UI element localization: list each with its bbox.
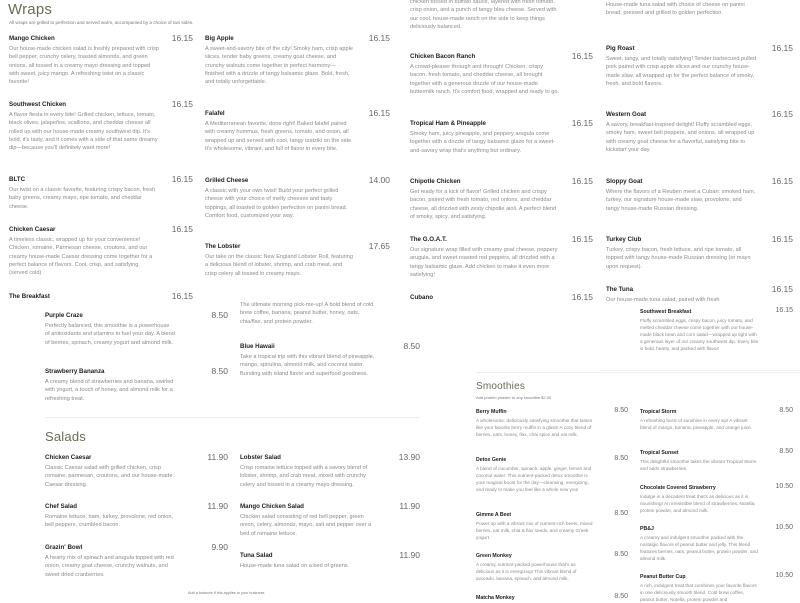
menu-item-description: Turkey, crispy bacon, fresh lettuce, and ripe tomato, all topped with tangy house-made Russian dressing (or mayo upon request). bbox=[606, 247, 751, 270]
menu-item-description: Take a tropical trip with this vibrant blend of pineapple, mango, spirulina, almond milk, and coconut water. Bursting with island flavor and superfood goodness. bbox=[240, 354, 375, 377]
menu-item-price: 16.15 bbox=[771, 234, 793, 244]
menu-item bbox=[45, 312, 175, 347]
menu-item-description: A timeless classic, wrapped up for your convenience! Chicken, romaine, Parmesan cheese, croutons, and our creamy house-made Caesar dressing come together for a perfect balance of flavors. Cool, crisp, and satisfying. (served cold) bbox=[9, 237, 153, 277]
menu-item bbox=[9, 35, 159, 86]
menu-item-name: PB&J bbox=[640, 526, 654, 532]
menu-item-price: 10.50 bbox=[775, 524, 793, 531]
menu-item-description: Indulge in a decadent treat that's as delicious as it is nourishing! An irresistible blend of strawberries, Nutella, protein powder, and almond milk. bbox=[640, 494, 756, 513]
menu-item-name: Chocolate Covered Strawberry bbox=[640, 485, 716, 491]
menu-item-description: A sweet-and-savory bite of the city! Smoky ham, crisp apple slices, tender baby greens, creamy goat cheese, and crunchy walnuts come together in perfect harmony—finished with a drizzle of tangy balsamic glaze. Bold, fresh, and totally unforgettable. bbox=[205, 46, 353, 86]
footnote: Add a footnote if this applies to your business bbox=[188, 591, 265, 595]
menu-item-price: 16.15 bbox=[171, 174, 193, 184]
menu-item-name: Peanut Butter Cup bbox=[640, 574, 686, 580]
menu-item-description: Our signature wrap filled with creamy goat cheese, peppery arugula, and sweet roasted red peppers, all drizzled with a tangy balsamic glaze. Add chicken to make it even more satisfying! bbox=[410, 247, 558, 278]
menu-item-price: 14.00 bbox=[368, 175, 390, 185]
menu-item bbox=[410, 236, 560, 279]
menu-item-name: Detox Genie bbox=[476, 457, 507, 463]
menu-item bbox=[476, 553, 594, 582]
menu-item-description: A creamy blend of strawberries and banana, swirled with yogurt, a touch of honey, and almond milk for a refreshing treat. bbox=[45, 379, 174, 402]
menu-item-description: A savory, breakfast-inspired delight! Fluffy scrambled eggs, smoky ham, sweet bell peppers, and onions, all wrapped up with creamy goat cheese for a flavorful, satisfying bite to kickstart your day. bbox=[606, 122, 755, 153]
menu-item-description: A creamy and indulgent smoothie packed with the nostalgic flavors of peanut butter and jelly. This blend features berries, oats, peanut butter, protein powder, and almond milk. bbox=[640, 535, 758, 561]
salads-title: Salads bbox=[45, 429, 86, 444]
menu-item-name: Chef Salad bbox=[45, 503, 77, 510]
menu-item-price: 16.15 bbox=[771, 176, 793, 186]
menu-item-description: A creamy, nutrient-packed powerhouse that's as delicious as it is energizing! This vibrant blend of avocado, banana, spinach, and almond milk. bbox=[476, 562, 577, 581]
menu-item bbox=[45, 544, 180, 579]
menu-item-name: Blue Hawaii bbox=[240, 343, 275, 350]
menu-item-price: 10.50 bbox=[775, 572, 793, 579]
menu-item bbox=[606, 111, 756, 154]
menu-item bbox=[410, 53, 560, 96]
menu-item bbox=[45, 368, 175, 403]
menu-item bbox=[476, 595, 594, 601]
menu-item-name: Grazin' Bowl bbox=[45, 544, 83, 551]
menu-item-name: Tuna Salad bbox=[240, 552, 273, 559]
menu-item-name: Lobster Salad bbox=[240, 454, 281, 461]
menu-item-name: Big Apple bbox=[205, 35, 234, 42]
divider bbox=[45, 417, 420, 418]
menu-item-price: 16.15 bbox=[771, 284, 793, 294]
menu-item-name: Falafel bbox=[205, 110, 225, 117]
menu-item-name: Chicken Caesar bbox=[45, 454, 92, 461]
smoothies-title: Smoothies bbox=[476, 381, 526, 392]
menu-item bbox=[640, 526, 758, 562]
menu-item-description: House-made tuna salad on a bed of greens. bbox=[240, 563, 350, 569]
menu-item bbox=[240, 343, 375, 378]
menu-item-name: Western Goat bbox=[606, 111, 647, 118]
menu-item-name: Mango Chicken bbox=[9, 35, 55, 42]
menu-item-name: Cubano bbox=[410, 294, 434, 301]
menu-item bbox=[240, 552, 380, 570]
menu-item-description: Romaine lettuce, ham, turkey, provolone, red onion, bell peppers, crumbled bacon. bbox=[45, 514, 174, 529]
menu-item-price: 16.15 bbox=[171, 291, 193, 301]
menu-item-name: Pig Roast bbox=[606, 45, 635, 52]
menu-item-price: 16.15 bbox=[571, 234, 593, 244]
menu-item-description: Our twist on a classic favorite, featuring crispy bacon, fresh baby greens, creamy mayo, ripe tomato, and cheddar cheese. bbox=[9, 187, 156, 210]
menu-item-name: Chicken Caesar bbox=[9, 226, 56, 233]
menu-item bbox=[9, 293, 159, 300]
menu-item bbox=[640, 485, 758, 514]
menu-item-description: Perfectly balanced, this smoothie is a powerhouse of antioxidants and vitamins to fuel your day. A blend of berries, spinach, creamy yogurt and almond milk. bbox=[45, 323, 175, 346]
menu-item-price: 8.50 bbox=[211, 366, 228, 376]
menu-item-price: 8.50 bbox=[614, 510, 628, 517]
menu-item-price: 16.15 bbox=[771, 43, 793, 53]
menu-item-price: 8.50 bbox=[779, 448, 793, 455]
menu-item bbox=[476, 457, 594, 493]
menu-item-price: 17.65 bbox=[368, 241, 390, 251]
menu-item-description: Get ready for a kick of flavor! Grilled chicken and crispy bacon, paired with fresh tomato, red onions, and cheddar cheese, all drizzled with zesty chipotle aioli. A perfect blend of smoky, spicy, and satisfying. bbox=[410, 189, 557, 220]
menu-item-description: A crowd-pleaser through and through! Chicken, crispy bacon, fresh tomato, and cheddar cheese, all brought together with a generous drizzle of our house-made buttermilk ranch. It's comfort food, wrapped and ready to go. bbox=[410, 64, 560, 95]
menu-item-name: Tropical Ham & Pineapple bbox=[410, 120, 486, 127]
menu-item-price: 11.90 bbox=[207, 452, 228, 462]
menu-item-name: The Tuna bbox=[606, 286, 634, 293]
menu-item bbox=[205, 35, 355, 86]
menu-item-name: Gimme A Beet bbox=[476, 512, 512, 518]
menu-item-name: Mango Chicken Salad bbox=[240, 503, 304, 510]
menu-item bbox=[205, 177, 355, 220]
menu-item bbox=[240, 503, 380, 538]
menu-item-name: Chipotle Chicken bbox=[410, 178, 461, 185]
menu-item bbox=[410, 120, 560, 155]
menu-item-price: 16.15 bbox=[571, 51, 593, 61]
menu-item bbox=[205, 243, 355, 278]
menu-item bbox=[640, 309, 760, 352]
menu-item bbox=[45, 503, 180, 530]
menu-item-price: 8.50 bbox=[779, 407, 793, 414]
menu-item bbox=[410, 178, 560, 221]
menu-item-description: Sweet, tangy, and totally satisfying! Tender barbecued pulled pork paired with crisp apple slices and our crunchy house-made slaw, all wrapped up for the perfect balance of smoky, fresh, and bold flavors. bbox=[606, 56, 756, 87]
menu-item-description: A Mediterranean favorite, done right! Baked falafel paired with creamy hummus, fresh greens, tomato, and onion, all wrapped up and served with cool, tangy tzatziki on the side. It's wholesome, vibrant, and full of flavor in every bite. bbox=[205, 121, 353, 152]
menu-item-description: Smoky ham, juicy pineapple, and peppery arugula come together with a drizzle of tangy balsamic glaze for a sweet-and-savory wrap that's anything but ordinary. bbox=[410, 131, 556, 154]
menu-item-price: 9.90 bbox=[211, 542, 228, 552]
menu-item-name: Chicken Bacon Ranch bbox=[410, 53, 476, 60]
wraps-title: Wraps bbox=[8, 1, 53, 18]
menu-item bbox=[205, 110, 355, 153]
menu-item-name: Strawberry Bananza bbox=[45, 368, 105, 375]
menu-item-description: A classic with your own twist! Build your perfect grilled cheese with your choice of melty cheeses and tasty toppings, all toasted to golden perfection on panini bread. Comfort food, customized your way. bbox=[205, 188, 348, 219]
menu-item bbox=[410, 294, 560, 301]
menu-item bbox=[640, 409, 758, 431]
divider bbox=[600, 370, 800, 371]
menu-item-name: Sloppy Goat bbox=[606, 178, 643, 185]
menu-item bbox=[606, 178, 756, 213]
menu-item-price: 16.15 bbox=[171, 224, 193, 234]
menu-item-description: The ultimate morning pick-me-up! A bold blend of cold brew coffee, banana, peanut butter, honey, oats, chia/flax, and protein powder. bbox=[240, 302, 374, 325]
menu-item-price: 16.15 bbox=[571, 118, 593, 128]
menu-item-description: A blend of cucumber, spinach, apple, ginger, lemon and coconut water. This nutrient-packed detox smoothie is your magical boost for the day—cleansing, energizing, and ready to make you feel like a whole new you! bbox=[476, 466, 592, 492]
menu-item-price: 16.15 bbox=[368, 33, 390, 43]
menu-item-description: Our house-made tuna salad, paired with fresh bbox=[606, 297, 720, 303]
menu-item bbox=[240, 298, 375, 326]
menu-item-name: Matcha Monkey bbox=[476, 595, 515, 601]
menu-item-name: Berry Muffin bbox=[476, 409, 507, 415]
menu-item bbox=[9, 176, 159, 211]
menu-item-name: The Breakfast bbox=[9, 293, 50, 300]
menu-item-description: This delightful smoothie takes the vibrant Tropical Storm and adds strawberries. bbox=[640, 459, 757, 471]
wrap-description-fragment: House-made tuna salad with choice of cheese on panini bread, pressed and grilled to golden perfection. bbox=[606, 2, 745, 17]
menu-item-name: Tropical Sunset bbox=[640, 450, 679, 456]
menu-item-description: A rich, indulgent treat that combines your favorite flavors in one deliciously smooth blend. Cold brew coffee, peanut butter, Nutella, protein powder and bbox=[640, 583, 757, 602]
menu-item-name: Turkey Club bbox=[606, 236, 642, 243]
menu-item-price: 8.50 bbox=[614, 551, 628, 558]
smoothies-subtitle: Add protein powder to any smoothie $2.00 bbox=[476, 395, 552, 400]
menu-item-price: 16.15 bbox=[368, 108, 390, 118]
menu-item-description: A flavor fiesta in every bite! Grilled chicken, lettuce, tomato, black olives, jalapeños, scallions, and cheddar cheese all rolled up with our house-made creamy southwest dip. It's bold, it's tasty, and it comes with a side of that same dreamy dip—because you'll definitely want more! bbox=[9, 112, 158, 152]
menu-item bbox=[9, 101, 159, 152]
menu-item-price: 16.15 bbox=[571, 292, 593, 302]
menu-item-name: The Lobster bbox=[205, 243, 241, 250]
menu-item bbox=[606, 45, 756, 88]
menu-item-name: Green Monkey bbox=[476, 553, 512, 559]
menu-item bbox=[640, 450, 758, 472]
menu-item-price: 11.90 bbox=[207, 501, 228, 511]
menu-item-price: 16.15 bbox=[571, 176, 593, 186]
menu-item bbox=[9, 226, 159, 277]
menu-item-price: 8.50 bbox=[614, 593, 628, 600]
menu-item bbox=[476, 512, 594, 541]
menu-item-description: A hearty mix of spinach and arugula topped with red onion, creamy goat cheese, crunchy walnuts, and sweet dried cranberries. bbox=[45, 555, 174, 578]
menu-item-price: 8.50 bbox=[614, 455, 628, 462]
menu-item-name: BLTC bbox=[9, 176, 26, 183]
menu-item-name: Southwest Breakfast bbox=[640, 309, 692, 315]
menu-item-price: 8.50 bbox=[614, 407, 628, 414]
menu-item-price: 13.90 bbox=[398, 452, 420, 462]
menu-item-price: 16.15 bbox=[171, 99, 193, 109]
menu-item bbox=[240, 454, 380, 489]
wrap-description-fragment: chicken tossed in buffalo sauce, layered with fresh tomato, crisp onion, and a punch of tangy bleu cheese. Served with our cool, house-made ranch on the side to keep things deliciously balanced. bbox=[410, 0, 557, 30]
menu-item-description: Classic Caesar salad with grilled chicken, crisp romaine, parmesan, croutons, and our house-made Caesar dressing. bbox=[45, 465, 173, 488]
menu-item-description: A wholesome, deliciously satisfying smoothie that tastes like your favorite berry muffin in a glass! A cozy blend of berries, oats, honey, flax, chai spice and oat milk. bbox=[476, 418, 593, 437]
menu-item-name: Purple Craze bbox=[45, 312, 83, 319]
menu-item-description: Our take on the classic New England Lobster Roll, featuring a delicious blend of lobster, shrimp, and crab meat, and crisp celery all tossed in creamy mayo. bbox=[205, 254, 354, 277]
menu-item-price: 10.50 bbox=[775, 483, 793, 490]
menu-item-price: 16.15 bbox=[771, 109, 793, 119]
menu-item-description: Where the flavors of a Reuben meet a Cuban: smoked ham, turkey, our signature house-made slaw, provolone, and tangy house-made Russian dressing. bbox=[606, 189, 756, 212]
menu-item bbox=[606, 236, 756, 271]
menu-item-price: 16.15 bbox=[171, 33, 193, 43]
menu-item bbox=[606, 286, 756, 304]
menu-item-name: Tropical Storm bbox=[640, 409, 677, 415]
divider bbox=[476, 372, 800, 373]
menu-item-price: 11.90 bbox=[399, 550, 420, 560]
menu-item-description: Crisp romaine lettuce topped with a savory blend of lobster, shrimp, and crab meat, mixed with crunchy celery and tossed in a creamy mayo dressing. bbox=[240, 465, 368, 488]
menu-item-price: 8.50 bbox=[211, 310, 228, 320]
menu-item bbox=[476, 409, 594, 438]
menu-item-name: Grilled Cheese bbox=[205, 177, 249, 184]
menu-item-description: Power up with a vibrant mix of nutrient-rich beets, mixed berries, oat milk, chia & flax seeds, and creamy Greek yogurt. bbox=[476, 521, 593, 540]
menu-item-description: Chicken salad consisting of red bell pepper, green onion, celery, almonds, mayo, salt and pepper over a bed of romaine lettuce. bbox=[240, 514, 372, 537]
menu-item-description: Fluffy scrambled eggs, crispy bacon, juicy tomato, and melted cheddar cheese come together with our house-made black bean and corn salad—wrapped up tight with a generous layer of our creamy southwest dip. Every bite is bold, hearty, and packed with flavor! bbox=[640, 318, 759, 351]
wraps-subtitle: All wraps are grilled to perfection and served warm, accompanied by a choice of two sides. bbox=[9, 20, 194, 25]
menu-item-name: Southwest Chicken bbox=[9, 101, 67, 108]
menu-item-name: The G.O.A.T. bbox=[410, 236, 447, 243]
menu-item bbox=[45, 454, 180, 489]
menu-item-price: 11.90 bbox=[399, 501, 420, 511]
menu-item-description: Our house-made chicken salad is freshly prepared with crisp bell pepper, crunchy celery, toasted almonds, and green onions, all tossed in a creamy mayo dressing and topped with sweet, juicy mango. A refreshing twist on a classic favorite! bbox=[9, 46, 159, 86]
menu-item bbox=[640, 574, 758, 603]
menu-item-price: 16.15 bbox=[775, 307, 793, 314]
menu-item-price: 8.50 bbox=[403, 341, 420, 351]
menu-item-description: A refreshing burst of sunshine in every sip! A vibrant blend of mango, banana, pineapple, and orange juice. bbox=[640, 418, 753, 430]
